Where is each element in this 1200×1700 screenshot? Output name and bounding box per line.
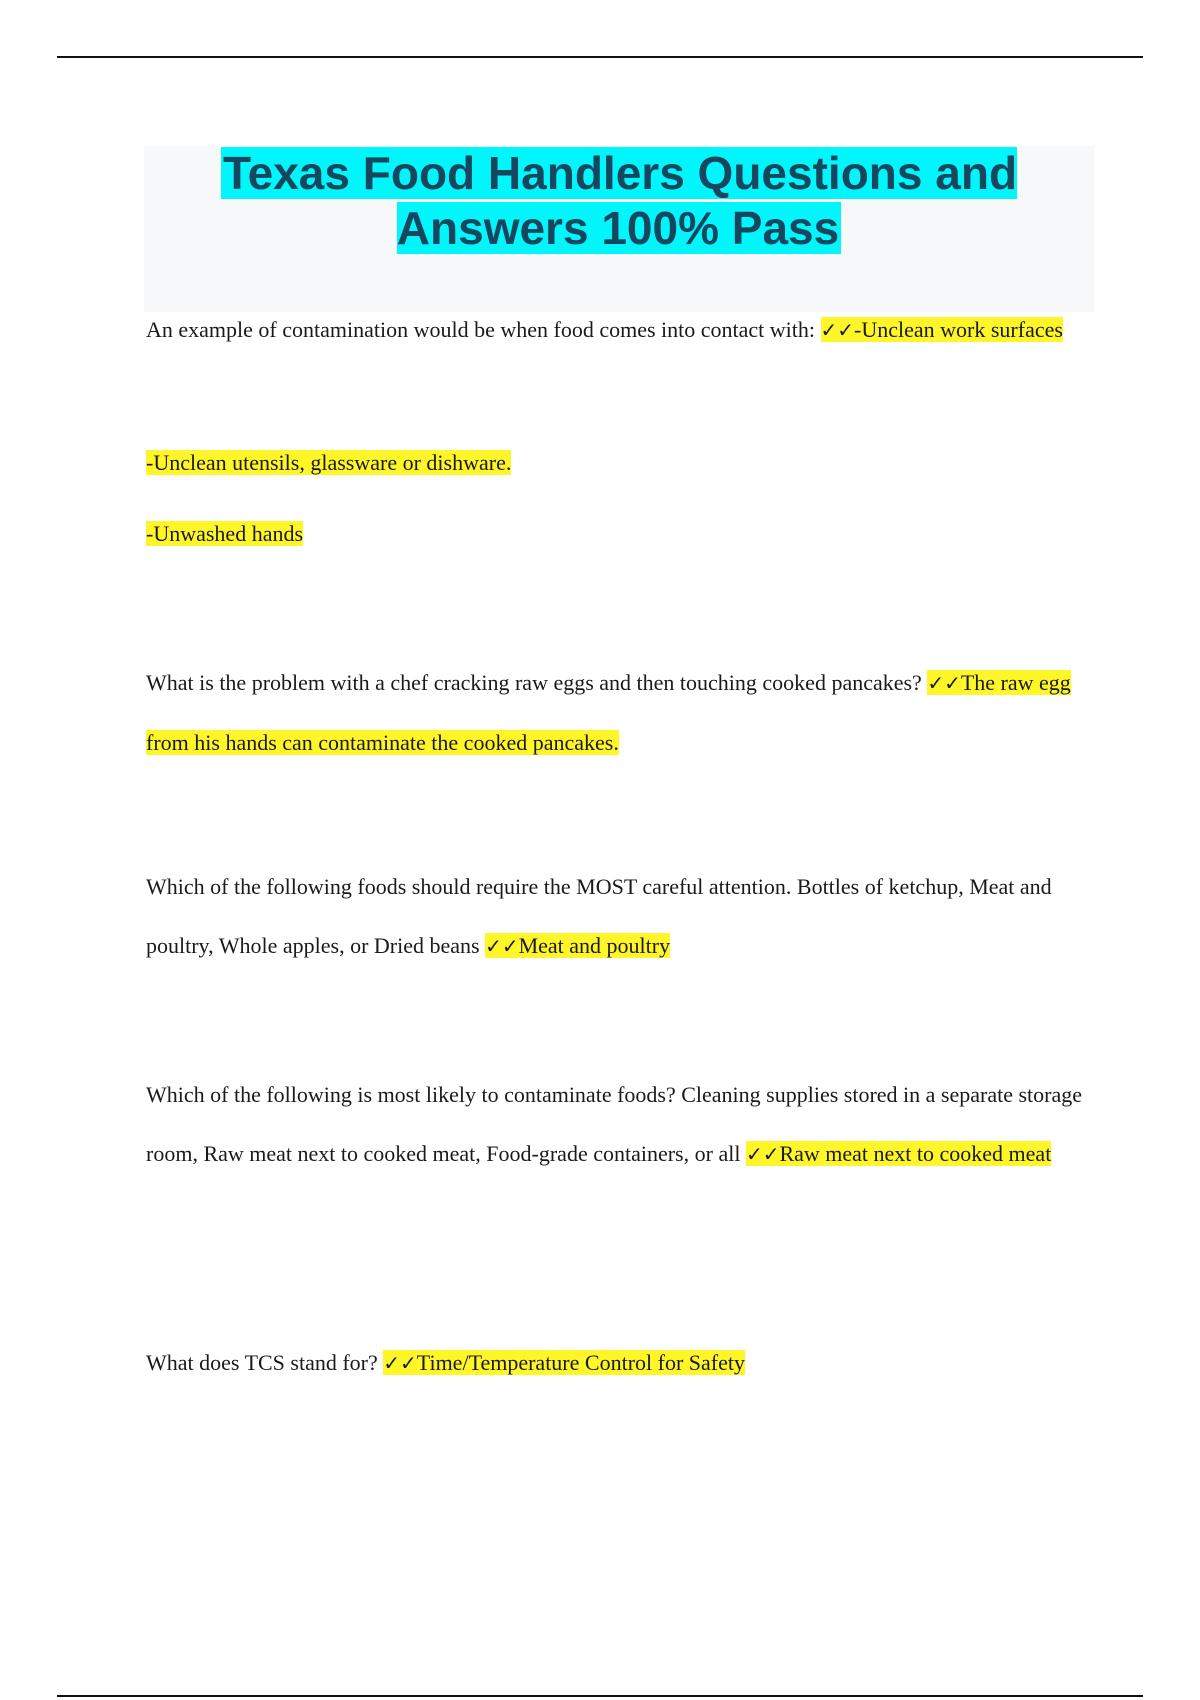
qa-item-5: [146, 1333, 1086, 1393]
check-icon: ✓✓: [485, 934, 519, 958]
answer-2-text: The raw egg from his hands can contaminate the cooked pancakes.: [146, 670, 1071, 755]
check-icon: ✓✓: [383, 1351, 417, 1375]
answer-4: [746, 1141, 1051, 1166]
qa-item-4: [146, 1065, 1086, 1184]
answer-1-line-1: [821, 317, 1063, 342]
answer-1-line-2: [146, 448, 511, 478]
title-text: Texas Food Handlers Questions and Answers 100% Pass: [222, 147, 1018, 254]
answer-1-line-3-text: -Unwashed hands: [146, 521, 304, 546]
check-icon: ✓✓: [745, 1142, 780, 1166]
top-rule: [57, 56, 1143, 58]
qa-item-3: [146, 857, 1086, 976]
question-2: What is the problem with a chef cracking raw eggs and then touching cooked pancakes?: [146, 670, 922, 695]
bottom-rule: [57, 1695, 1143, 1697]
qa-item-2: [146, 653, 1086, 772]
qa-item-1: [146, 300, 1086, 360]
answer-5: [383, 1350, 745, 1375]
answer-1-text: -Unclean work surfaces: [854, 317, 1063, 342]
question-4: Which of the following is most likely to contaminate foods? Cleaning supplies stored in a separate storage room, Raw meat next to cooked meat, Food-grade containers, or all: [146, 1082, 1082, 1166]
question-3: Which of the following foods should require the MOST careful attention. Bottles of ketchup, Meat and poultry, Whole apples, or Dried beans: [146, 874, 1052, 958]
check-icon: ✓✓: [820, 318, 855, 342]
answer-3: [485, 933, 670, 958]
answer-1-line-2-text: -Unclean utensils, glassware or dishware.: [146, 450, 512, 475]
answer-5-text: Time/Temperature Control for Safety: [416, 1350, 745, 1375]
document-title: [144, 146, 1094, 256]
question-1: An example of contamination would be when food comes into contact with:: [146, 317, 816, 342]
check-icon: ✓✓: [927, 671, 961, 695]
answer-4-text: Raw meat next to cooked meat: [779, 1141, 1052, 1166]
answer-3-text: Meat and poultry: [518, 933, 671, 958]
question-5: What does TCS stand for?: [146, 1350, 378, 1375]
answer-1-line-3: [146, 519, 303, 549]
